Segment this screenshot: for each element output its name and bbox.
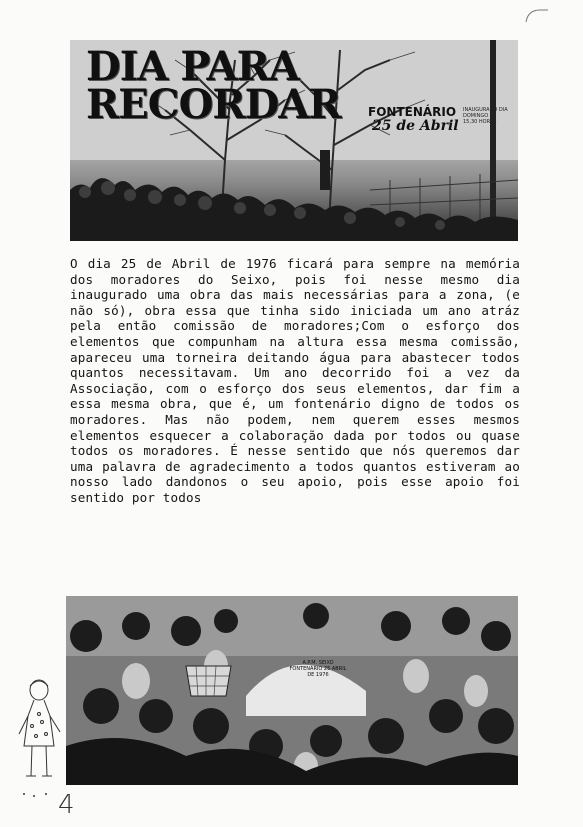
fontenario-small-print: INAUGURADO DIA DOMINGO AS 15,30 HORAS [463, 107, 508, 125]
corner-mark [522, 6, 552, 26]
bottom-photo-scene [66, 596, 518, 785]
photo-sign-text: A.P.M. SEIXO FONTENÁRIO 25 ABRIL DE 1976 [289, 660, 347, 678]
article-text: O dia 25 de Abril de 1976 ficará para sempre na memória dos moradores do Seixo, pois foi nesse mesmo dia inaugurado uma obra das mais necessárias para a zona, (e não só), obra essa que tinha sido iniciada um ano atráz pela então comissão de moradores;Com o esforço dos elementos que compunham na altura essa mesma comissão, apareceu uma torneira deitando água para abastecer todos quantos necessitavam. Um ano decorrido foi a vez da Associação, com o esforço dos seus elementos, dar fim a essa mesma obra, que é, um fontenário digno de todos os moradores. Mas não podem, nem querem esses mesmos elementos esquecer a colaboração dada por todos ou quase todos os moradores. É nesse sentido que nós queremos dar uma palavra de agradecimento a todos quantos estiveram ao nosso lado dandonos o seu apoio, pois esse apoio foi sentido por todos [70, 256, 520, 505]
headline-line-1: DIA PARA [86, 43, 299, 90]
top-photo [70, 40, 518, 241]
bottom-photo [66, 596, 518, 785]
page-number: 4 [58, 790, 75, 820]
headline-line-2: RECORDAR [86, 81, 341, 128]
fontenario-name: FONTENÁRIO [368, 105, 457, 119]
fontenario-date: 25 de Abril [372, 118, 459, 134]
headline [86, 43, 341, 128]
fontenario-caption [368, 105, 508, 145]
girl-doodle-icon [14, 676, 64, 806]
